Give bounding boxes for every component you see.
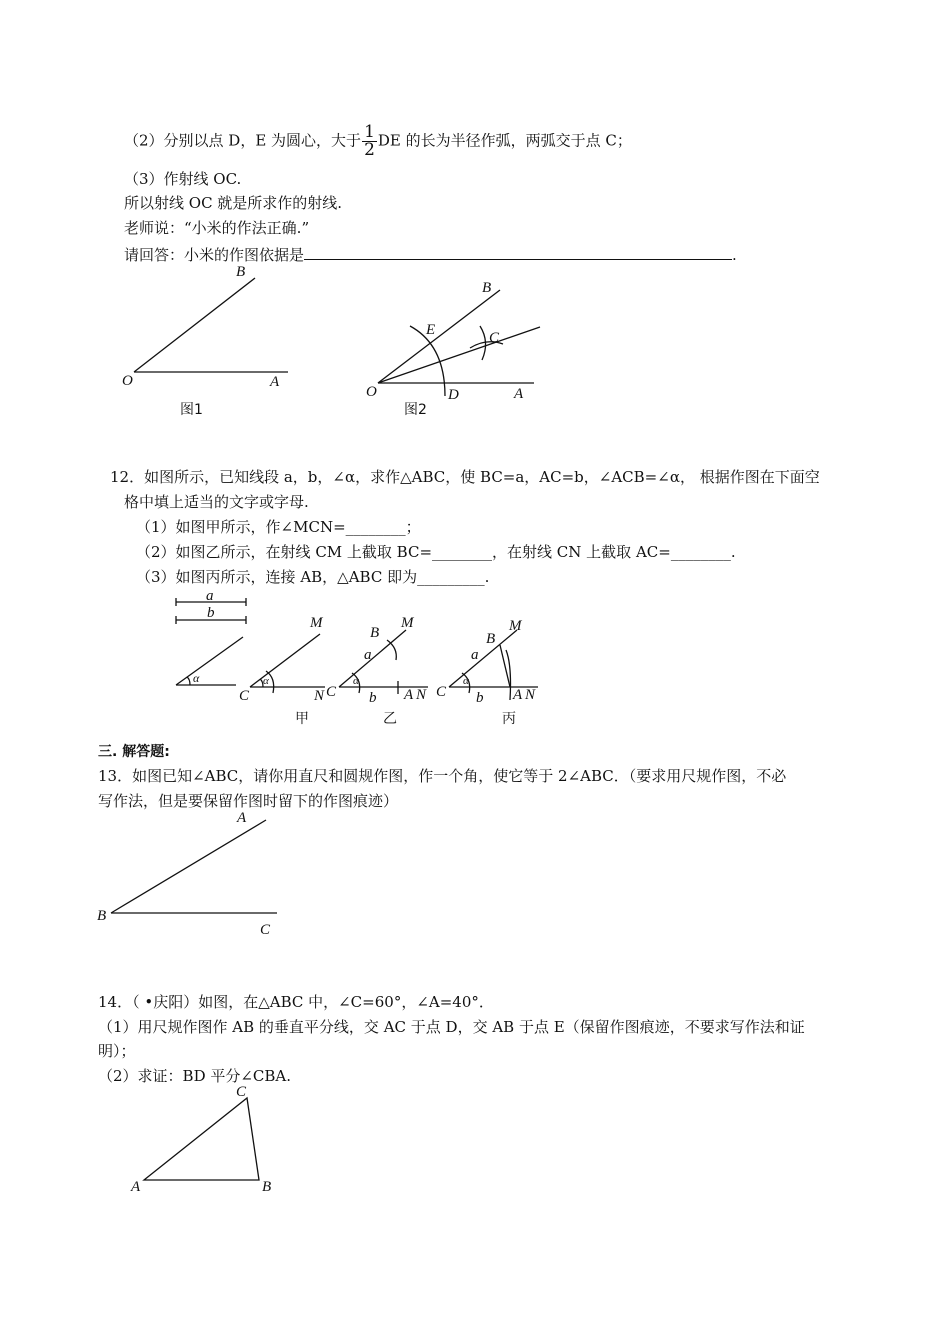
fig2-bisector-construction <box>378 290 540 396</box>
fraction-denominator: 2 <box>364 140 375 160</box>
fig1-label-b: B <box>236 264 246 280</box>
q11-answer-prompt: 请回答：小米的作图依据是 <box>124 246 305 264</box>
q12-label-b: b <box>207 605 215 621</box>
q12-label-a: a <box>206 588 214 604</box>
yi-caption: 乙 <box>383 711 397 727</box>
q13-line2: 写作法，但是要保留作图时留下的作图痕迹） <box>98 792 399 810</box>
q11-step2-post: DE 的长为半径作弧，两弧交于点 C； <box>377 131 632 150</box>
section3-title: 三. 解答题: <box>98 744 170 760</box>
bing-segment-ab <box>500 645 510 687</box>
yi-label-a-seg: a <box>364 647 372 663</box>
q14-line4: （2）求证：BD 平分∠CBA. <box>98 1067 292 1085</box>
fig2-label-d: D <box>448 387 459 403</box>
q13-label-a: A <box>237 810 247 826</box>
fig1-label-o: O <box>122 373 133 389</box>
bing-ray-cm <box>449 630 517 687</box>
yi-label-c: C <box>326 684 337 700</box>
q11-teacher: 老师说：“小米的作法正确.” <box>124 219 310 237</box>
fig2-ray-ob <box>378 290 500 383</box>
q14-line3: 明）； <box>98 1042 136 1060</box>
q12-label-alpha: α <box>193 671 200 685</box>
given-angle-arc <box>187 677 190 685</box>
yi-label-alpha: α <box>353 675 359 687</box>
bing-label-n: N <box>525 687 536 703</box>
fig2-label-e: E <box>426 322 436 338</box>
jia-label-c: C <box>239 688 250 704</box>
q12-line1: 12．如图所示，已知线段 a，b，∠α，求作△ABC，使 BC=a，AC=b，∠ACB=∠α， 根据作图在下面空 <box>110 468 820 486</box>
jia-label-m: M <box>310 615 323 631</box>
q13-label-b: B <box>97 908 107 924</box>
bing-label-b-seg: b <box>476 690 484 706</box>
yi-label-m: M <box>401 615 414 631</box>
fig2-label-o: O <box>366 384 377 400</box>
q13-ray-ba <box>111 820 266 913</box>
yi-label-n: N <box>416 687 427 703</box>
bing-caption: 丙 <box>502 711 516 727</box>
fraction-numerator: 1 <box>364 122 375 142</box>
q11-answer-end: . <box>732 246 737 264</box>
q13-angle-abc <box>111 820 277 913</box>
q14-label-c: C <box>236 1084 247 1100</box>
fig-jia <box>250 634 325 693</box>
bing-label-a-seg: a <box>471 647 479 663</box>
jia-caption: 甲 <box>295 711 309 727</box>
fig2-label-a: A <box>514 386 524 402</box>
bing-label-c: C <box>436 684 447 700</box>
q14-triangle-abc <box>144 1098 259 1180</box>
q12-line2: 格中填上适当的文字或字母. <box>124 493 309 511</box>
fig1-caption: 图1 <box>180 402 203 418</box>
yi-label-a: A <box>404 687 414 703</box>
q13-line1: 13．如图已知∠ABC，请你用直尺和圆规作图，作一个角，使它等于 2∠ABC．（要求用尺规作图，不必 <box>98 767 787 785</box>
fig1-ray-ob <box>134 278 255 372</box>
q12-step2: （2）如图乙所示，在射线 CM 上截取 BC=________，在射线 CN 上截取 AC=________. <box>136 543 736 561</box>
jia-label-n: N <box>314 688 325 704</box>
fig2-label-b: B <box>482 280 492 296</box>
yi-label-b-seg: b <box>369 690 377 706</box>
q11-step3: （3）作射线 OC. <box>124 170 242 188</box>
q14-label-b: B <box>262 1179 272 1195</box>
q14-line2: （1）用尺规作图作 AB 的垂直平分线，交 AC 于点 D，交 AB 于点 E（保留作图痕迹，不要求写作法和证 <box>98 1018 805 1036</box>
q11-conclusion: 所以射线 OC 就是所求作的射线. <box>124 194 343 212</box>
q12-step3: （3）如图丙所示，连接 AB，△ABC 即为_________. <box>136 568 490 586</box>
fig2-label-c: C <box>489 330 500 346</box>
yi-label-b: B <box>370 625 380 641</box>
bing-label-b: B <box>486 631 496 647</box>
q14-label-a: A <box>131 1179 141 1195</box>
fig2-ray-oc <box>378 327 540 383</box>
fig1-label-a: A <box>270 374 280 390</box>
bing-label-m: M <box>509 618 522 634</box>
q12-step1: （1）如图甲所示，作∠MCN=________； <box>136 518 421 536</box>
q11-step2-pre: （2）分别以点 D，E 为圆心，大于 <box>124 131 362 150</box>
q14-triangle <box>144 1098 259 1180</box>
q13-label-c: C <box>260 922 271 938</box>
fig1-angle-aob <box>134 278 288 372</box>
given-angle-ray2 <box>176 637 243 685</box>
bing-label-a: A <box>513 687 523 703</box>
bing-label-alpha: α <box>463 675 469 687</box>
jia-label-alpha: α <box>263 675 269 687</box>
q14-line1: 14．（ •庆阳）如图，在△ABC 中，∠C=60°，∠A=40°． <box>98 993 494 1011</box>
fig2-caption: 图2 <box>404 402 427 418</box>
